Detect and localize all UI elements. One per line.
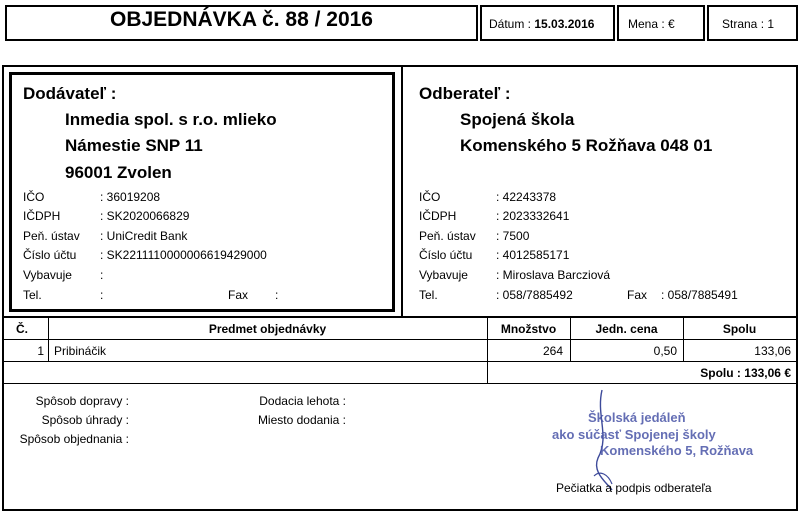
supplier-heading: Dodávateľ : bbox=[23, 84, 117, 103]
col-header-qty: Množstvo bbox=[500, 322, 557, 336]
row-number: 1 bbox=[37, 344, 44, 358]
supplier-fax-label: Fax bbox=[228, 288, 249, 302]
supplier-ico-label: IČO bbox=[23, 190, 45, 204]
customer-handler-value: : Miroslava Barcziová bbox=[496, 268, 611, 282]
sum-field bbox=[487, 366, 791, 380]
stamp-line-3: Komenského 5, Rožňava bbox=[600, 443, 754, 458]
sum-value: 133,06 € bbox=[744, 366, 791, 380]
customer-tel-label: Tel. bbox=[419, 288, 438, 302]
supplier-street: Námestie SNP 11 bbox=[65, 136, 203, 155]
customer-heading: Odberateľ : bbox=[419, 84, 511, 103]
customer-account-label: Číslo účtu bbox=[419, 248, 473, 262]
customer-bank-label: Peň. ústav bbox=[419, 229, 476, 243]
order-method-label: Spôsob objednania : bbox=[19, 432, 129, 446]
customer-icdph-label: IČDPH bbox=[419, 209, 457, 223]
supplier-handler-value: : bbox=[100, 268, 104, 282]
supplier-icdph-label: IČDPH bbox=[23, 209, 61, 223]
row-total: 133,06 bbox=[754, 344, 791, 358]
customer-tel-value: : 058/7885492 bbox=[496, 288, 573, 302]
col-header-number: Č. bbox=[16, 322, 28, 336]
table-sum-bottom-line bbox=[2, 383, 798, 384]
row-qty: 264 bbox=[542, 344, 563, 358]
customer-address: Komenského 5 Rožňava 048 01 bbox=[460, 136, 713, 155]
delivery-place-label: Miesto dodania : bbox=[257, 413, 346, 427]
col-header-unit-price: Jedn. cena bbox=[595, 322, 658, 336]
customer-icdph-value: : 2023332641 bbox=[496, 209, 570, 223]
customer-fax-value: : 058/7885491 bbox=[661, 288, 738, 302]
table-top-line bbox=[2, 316, 798, 318]
page-label: Strana : bbox=[722, 17, 765, 31]
supplier-bank-label: Peň. ústav bbox=[23, 229, 80, 243]
page-value: 1 bbox=[767, 17, 775, 31]
supplier-fax-value: : bbox=[275, 288, 279, 302]
supplier-account-label: Číslo účtu bbox=[23, 248, 77, 262]
currency-field bbox=[628, 17, 675, 31]
supplier-handler-label: Vybavuje bbox=[23, 268, 72, 282]
table-row-bottom-line bbox=[2, 361, 798, 362]
col-header-item: Predmet objednávky bbox=[208, 322, 327, 336]
supplier-tel-value: : bbox=[100, 288, 104, 302]
stamp-line-1: Školská jedáleň bbox=[588, 410, 686, 425]
page-field bbox=[722, 17, 774, 31]
customer-fax-label: Fax bbox=[627, 288, 648, 302]
stamp-line-2: ako súčasť Spojenej školy bbox=[552, 427, 716, 442]
currency-value: € bbox=[668, 17, 675, 31]
customer-account-value: : 4012585171 bbox=[496, 248, 570, 262]
supplier-tel-label: Tel. bbox=[23, 288, 42, 302]
customer-ico-value: : 42243378 bbox=[496, 190, 557, 204]
supplier-icdph-value: : SK2020066829 bbox=[100, 209, 190, 223]
transport-label: Spôsob dopravy : bbox=[35, 394, 129, 408]
customer-handler-label: Vybavuje bbox=[419, 268, 468, 282]
supplier-account-value: : SK2211110000006619429000 bbox=[100, 248, 267, 262]
row-unit-price: 0,50 bbox=[653, 344, 677, 358]
table-header-bottom-line bbox=[2, 339, 798, 340]
col-header-total: Spolu bbox=[722, 322, 757, 336]
customer-ico-label: IČO bbox=[419, 190, 441, 204]
customer-box-divider bbox=[401, 66, 403, 316]
supplier-ico-value: : 36019208 bbox=[100, 190, 161, 204]
supplier-name: Inmedia spol. s r.o. mlieko bbox=[65, 110, 277, 129]
currency-label: Mena : bbox=[628, 17, 665, 31]
customer-bank-value: : 7500 bbox=[496, 229, 530, 243]
sum-label: Spolu : bbox=[700, 366, 741, 380]
supplier-city: 96001 Zvolen bbox=[65, 163, 172, 182]
date-label: Dátum : bbox=[489, 17, 532, 31]
date-field bbox=[489, 17, 594, 31]
supplier-bank-value: : UniCredit Bank bbox=[100, 229, 188, 243]
date-value: 15.03.2016 bbox=[534, 17, 595, 31]
customer-name: Spojená škola bbox=[460, 110, 575, 129]
row-item: Pribináčik bbox=[54, 344, 107, 358]
stamp-caption: Pečiatka a podpis odberateľa bbox=[556, 481, 712, 495]
delivery-time-label: Dodacia lehota : bbox=[259, 394, 346, 408]
order-title: OBJEDNÁVKA č. 88 / 2016 bbox=[109, 8, 373, 31]
payment-label: Spôsob úhrady : bbox=[41, 413, 129, 427]
